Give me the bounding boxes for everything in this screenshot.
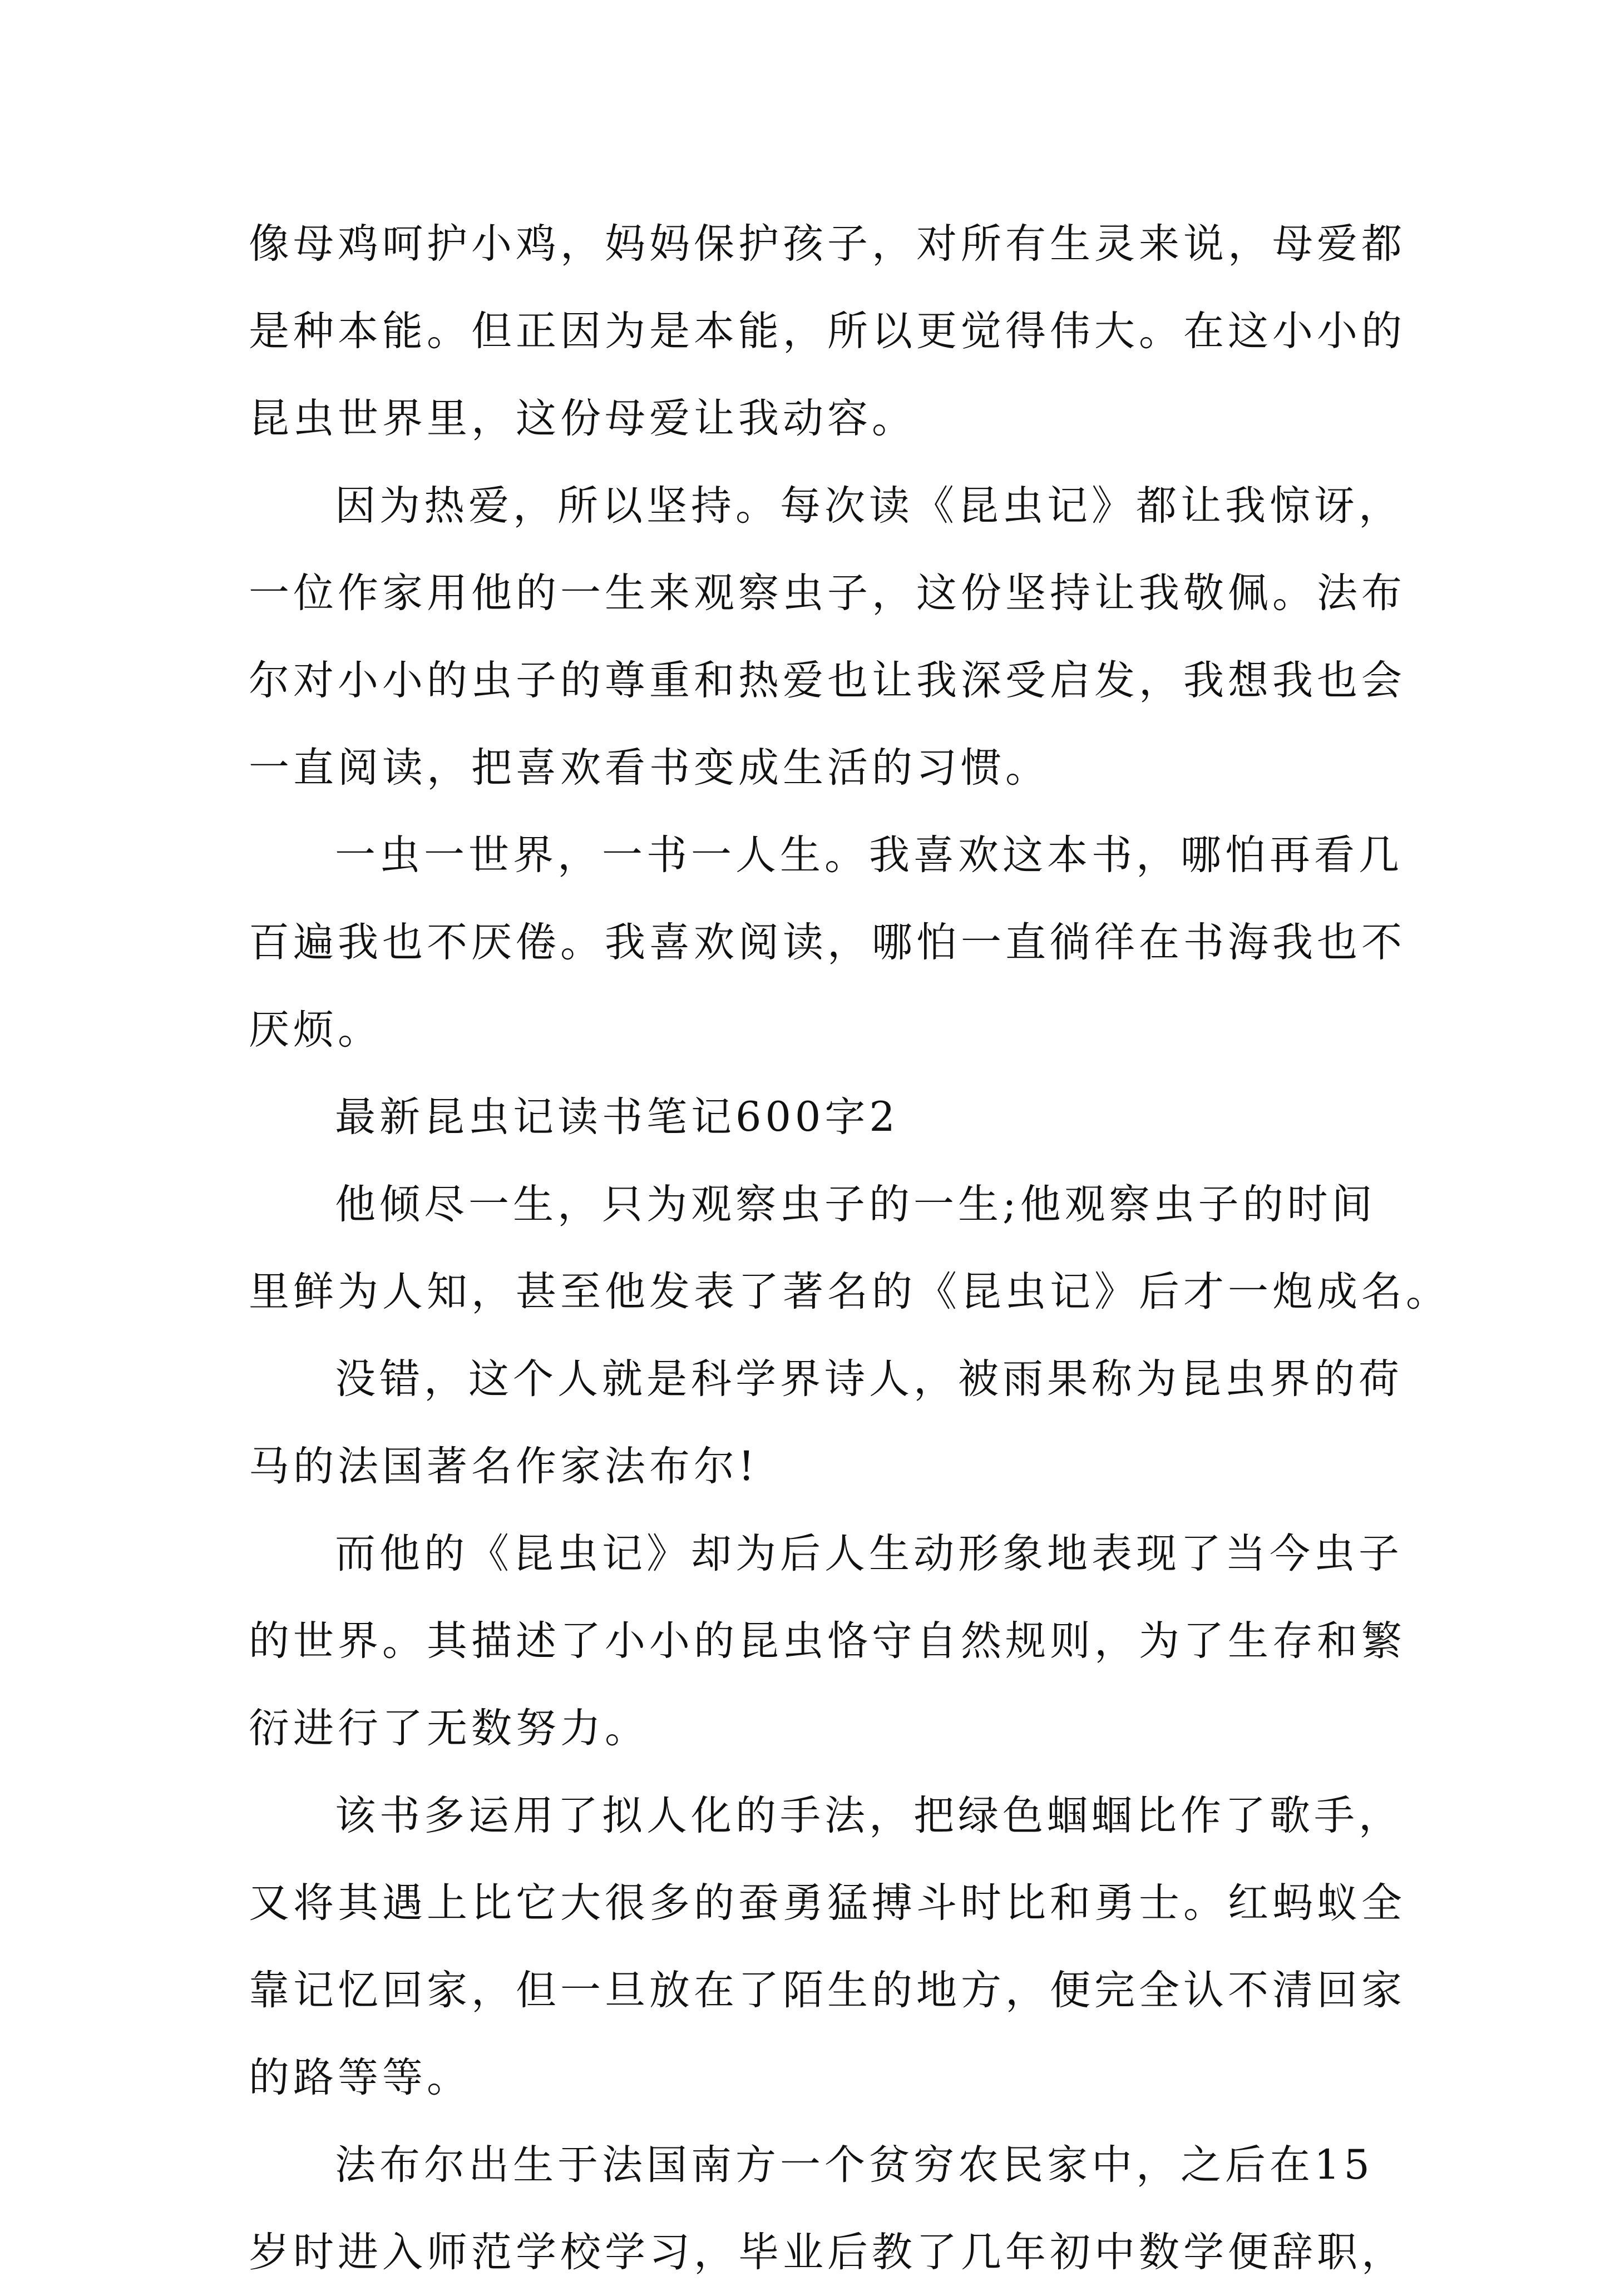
- paragraph-start-line: 没错，这个人就是科学界诗人，被雨果称为昆虫界的荷: [335, 1355, 1403, 1403]
- text-line: 像母鸡呵护小鸡，妈妈保护孩子，对所有生灵来说，母爱都: [249, 220, 1406, 268]
- text-line: 的世界。其描述了小小的昆虫恪守自然规则，为了生存和繁: [249, 1617, 1406, 1665]
- text-line: 的路等等。: [249, 2054, 471, 2101]
- text-line: 尔对小小的虫子的尊重和热爱也让我深受启发，我想我也会: [249, 657, 1406, 704]
- text-line: 里鲜为人知，甚至他发表了著名的《昆虫记》后才一炮成名。: [249, 1268, 1450, 1315]
- paragraph-start-line: 因为热爱，所以坚持。每次读《昆虫记》都让我惊讶，: [335, 482, 1403, 530]
- text-line: 岁时进入师范学校学习，毕业后教了几年初中数学便辞职，: [249, 2229, 1406, 2276]
- text-line: 一直阅读，把喜欢看书变成生活的习惯。: [249, 744, 1050, 791]
- text-line: 是种本能。但正因为是本能，所以更觉得伟大。在这小小的: [249, 308, 1406, 355]
- text-line: 衍进行了无数努力。: [249, 1705, 649, 1752]
- text-line: 靠记忆回家，但一旦放在了陌生的地方，便完全认不清回家: [249, 1967, 1406, 2014]
- text-line: 马的法国著名作家法布尔!: [249, 1443, 759, 1490]
- text-line: 又将其遇上比它大很多的蚕勇猛搏斗时比和勇士。红蚂蚁全: [249, 1879, 1406, 1927]
- paragraph-start-line: 而他的《昆虫记》却为后人生动形象地表现了当今虫子: [335, 1530, 1403, 1577]
- paragraph-start-line: 该书多运用了拟人化的手法，把绿色蝈蝈比作了歌手，: [335, 1792, 1403, 1839]
- paragraph-start-line: 他倾尽一生，只为观察虫子的一生;他观察虫子的时间: [335, 1181, 1376, 1228]
- text-line: 厌烦。: [249, 1006, 382, 1053]
- paragraph-start-line: 法布尔出生于法国南方一个贫穷农民家中，之后在15: [335, 2141, 1374, 2189]
- text-line: 百遍我也不厌倦。我喜欢阅读，哪怕一直徜徉在书海我也不: [249, 919, 1406, 966]
- document-body: [249, 200, 1450, 2296]
- paragraph-start-line: 一虫一世界，一书一人生。我喜欢这本书，哪怕再看几: [335, 832, 1403, 879]
- text-line: 昆虫世界里，这份母爱让我动容。: [249, 395, 916, 442]
- text-line: 一位作家用他的一生来观察虫子，这份坚持让我敬佩。法布: [249, 570, 1406, 617]
- section-heading: 最新昆虫记读书笔记600字2: [335, 1093, 899, 1141]
